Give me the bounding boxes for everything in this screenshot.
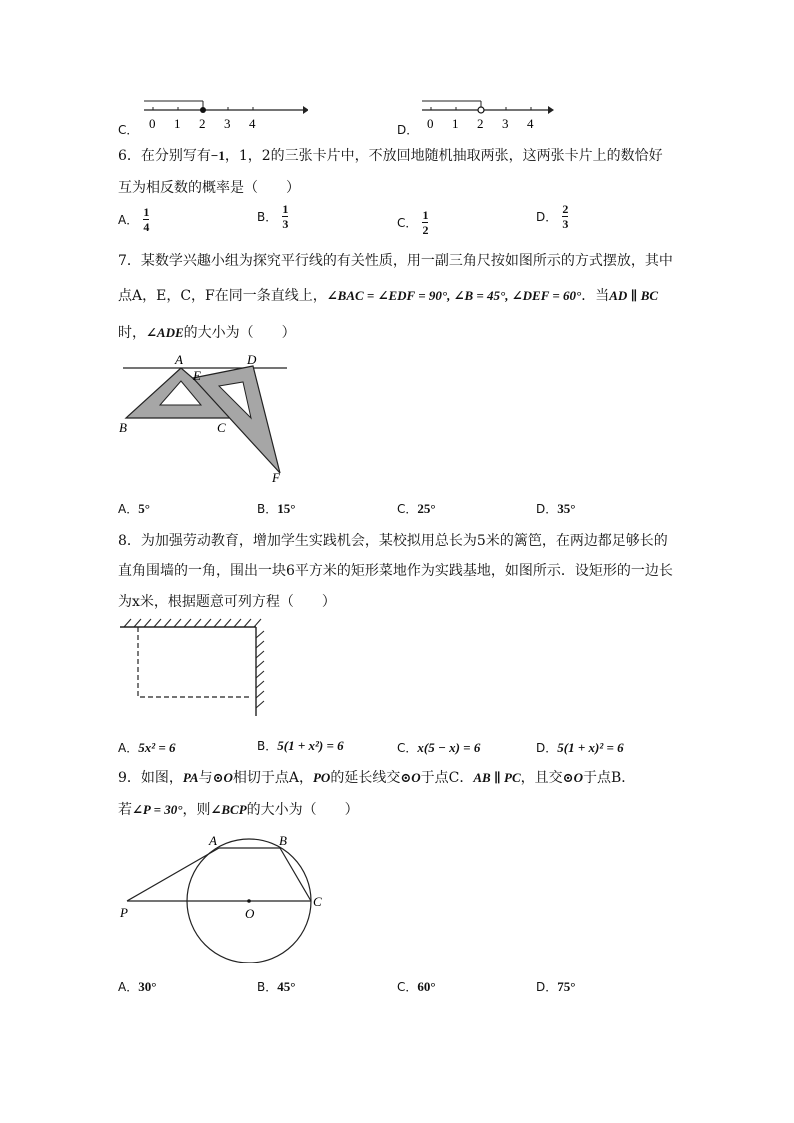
point-label-a: A [175, 352, 183, 367]
q7-line3: 时，∠ADE的大小为（ ） [118, 325, 296, 341]
q9-option-c[interactable]: C．60° [397, 979, 436, 994]
hollow-dot [478, 107, 484, 113]
q6-minus-one: −1 [210, 148, 225, 163]
q8-option-c[interactable]: C．x(5 − x) = 6 [397, 740, 481, 755]
tick-label: 2 [477, 116, 484, 131]
q7-angle: ∠ADE [146, 325, 184, 340]
q7-option-a[interactable]: A．5° [118, 501, 150, 516]
q9-option-b[interactable]: B．45° [257, 979, 296, 994]
q6-option-b[interactable]: B． $\frac{1}{3}$ [257, 202, 289, 231]
q6-option-c[interactable]: C． $\frac{1}{2}$ [397, 208, 429, 237]
tick-label: 0 [427, 116, 434, 131]
q9-option-a[interactable]: A．30° [118, 979, 157, 994]
q8-line3: 为x米，根据题意可列方程（ ） [118, 594, 336, 610]
point-label-c: C [217, 420, 226, 435]
solid-dot [200, 107, 206, 113]
point-label-p: P [120, 905, 128, 920]
q8-fence-figure [120, 616, 270, 720]
tick-label: 3 [224, 116, 231, 131]
q6-line2: 互为相反数的概率是（ ） [118, 180, 300, 196]
q9-line1: 9．如图，PA与⊙O相切于点A，PO的延长线交⊙O于点C．AB ∥ PC，且交⊙O于点B． [118, 770, 636, 786]
point-label-b: B [279, 833, 287, 848]
q9-line2: 若∠P = 30°，则∠BCP的大小为（ ） [118, 802, 359, 818]
point-label-d: D [247, 352, 257, 367]
q8-option-a[interactable]: A．5x² = 6 [118, 740, 176, 755]
q7-condition: ∠BAC = ∠EDF = 90°, ∠B = 45°, ∠DEF = 60° [326, 288, 582, 303]
point-label-o: O [245, 906, 255, 921]
tick-label: 4 [527, 116, 534, 131]
number-line-d [416, 98, 586, 134]
q6-option-a[interactable]: A． $\frac{1}{4}$ [118, 205, 150, 234]
q6-line1: 6．在分别写有−1，1，2的三张卡片中，不放回地随机抽取两张，这两张卡片上的数恰好 [118, 148, 663, 164]
q7-line1: 7．某数学兴趣小组为探究平行线的有关性质，用一副三角尺按如图所示的方式摆放，其中 [118, 253, 673, 269]
tick-label: 1 [452, 116, 459, 131]
q7-option-c[interactable]: C．25° [397, 501, 436, 516]
tick-label: 1 [174, 116, 181, 131]
q7-option-b[interactable]: B．15° [257, 501, 296, 516]
q8-option-b[interactable]: B．5(1 + x²) = 6 [257, 738, 344, 753]
q8-line2: 直角围墙的一角，围出一块6平方米的矩形菜地作为实践基地，如图所示．设矩形的一边长 [118, 563, 673, 579]
point-label-c: C [313, 894, 322, 909]
option-c-label: C． [118, 123, 139, 137]
q9-option-d[interactable]: D．75° [536, 979, 576, 994]
q7-triangle-figure [115, 348, 295, 486]
q7-option-d[interactable]: D．35° [536, 501, 576, 516]
q8-option-d[interactable]: D．5(1 + x)² = 6 [536, 740, 624, 755]
point-label-b: B [119, 420, 127, 435]
option-d-label: D． [397, 123, 419, 137]
q8-line1: 8．为加强劳动教育，增加学生实践机会，某校拟用总长为5米的篱笆，在两边都足够长的 [118, 533, 668, 549]
point-label-a: A [209, 833, 217, 848]
tick-label: 2 [199, 116, 206, 131]
q7-parallel: AD ∥ BC [609, 288, 659, 303]
tick-label: 0 [149, 116, 156, 131]
point-label-e: E [193, 368, 201, 383]
q9-circle-figure [115, 828, 335, 963]
tick-label: 3 [502, 116, 509, 131]
q7-line2: 点A，E，C，F在同一条直线上，∠BAC = ∠EDF = 90°, ∠B = 45°, ∠DEF = 60°．当AD ∥ BC [118, 288, 659, 304]
number-line-c [138, 98, 308, 134]
tick-label: 4 [249, 116, 256, 131]
point-label-f: F [272, 470, 280, 485]
q6-option-d[interactable]: D． $\frac{2}{3}$ [536, 202, 569, 231]
